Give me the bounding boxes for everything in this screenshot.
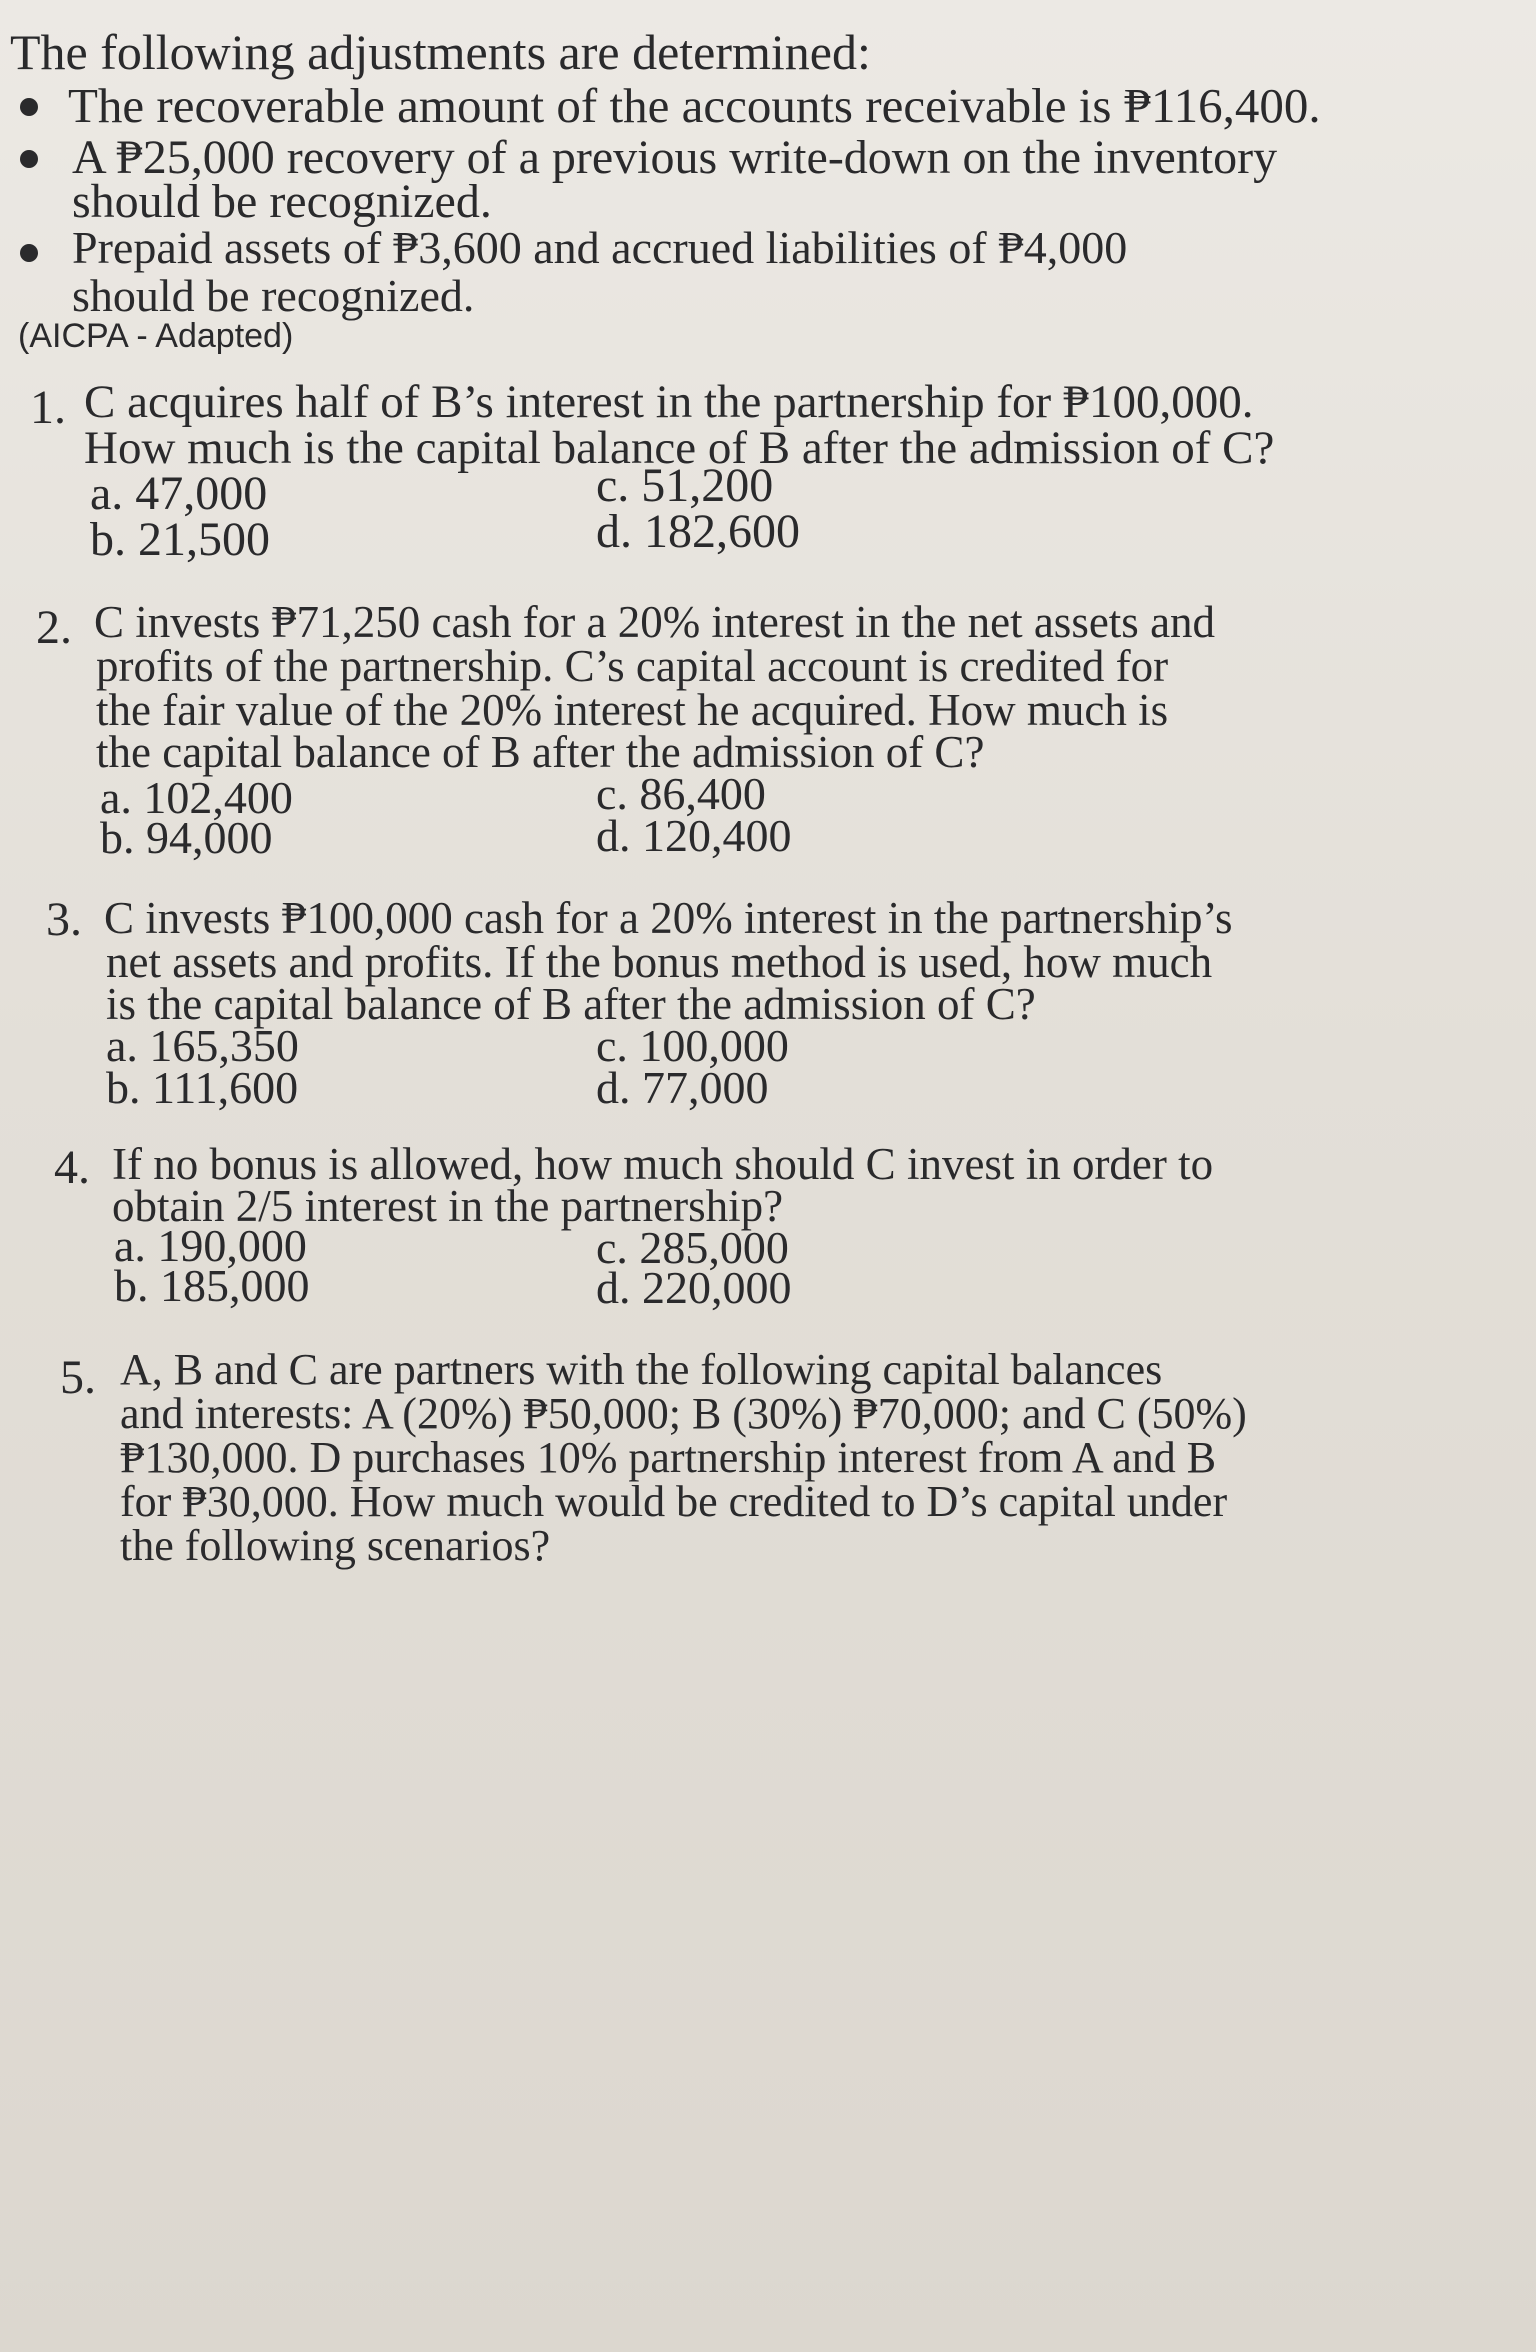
question-1-line-1: C acquires half of B’s interest in the partnership for ₱100,000.: [84, 376, 1254, 428]
question-5-line-4: for ₱30,000. How much would be credited to D’s capital under: [120, 1477, 1228, 1526]
question-3-option-d: d. 77,000: [596, 1062, 769, 1113]
question-3-option-c: c. 100,000: [596, 1020, 789, 1071]
adjustment-3-line-2: should be recognized.: [72, 270, 475, 321]
question-2-number: 2.: [36, 601, 72, 654]
question-2-option-d: d. 120,400: [596, 810, 792, 861]
question-3-number: 3.: [46, 893, 82, 946]
adjustment-3-line-1: Prepaid assets of ₱3,600 and accrued liabilities of ₱4,000: [72, 222, 1128, 273]
question-2-line-2: profits of the partnership. C’s capital account is credited for: [96, 641, 1169, 691]
question-2-line-4: the capital balance of B after the admission of C?: [96, 727, 985, 777]
question-1-option-a: a. 47,000: [90, 467, 268, 520]
question-3-option-a: a. 165,350: [106, 1020, 299, 1071]
question-4-option-d: d. 220,000: [596, 1262, 792, 1313]
question-3-line-1: C invests ₱100,000 cash for a 20% interest in the partnership’s: [104, 893, 1233, 943]
question-2-option-a: a. 102,400: [100, 772, 293, 823]
question-2-line-1: C invests ₱71,250 cash for a 20% interest in the net assets and: [94, 597, 1216, 647]
question-5-number: 5.: [60, 1351, 96, 1404]
question-5-line-2: and interests: A (20%) ₱50,000; B (30%) ₱70,000; and C (50%): [120, 1389, 1247, 1438]
bullet-icon: [20, 244, 38, 262]
question-5-line-3: ₱130,000. D purchases 10% partnership interest from A and B: [120, 1433, 1217, 1482]
adjustment-1-line-1: The recoverable amount of the accounts receivable is ₱116,400.: [68, 78, 1321, 133]
question-3-option-b: b. 111,600: [106, 1062, 299, 1113]
question-2-line-3: the fair value of the 20% interest he acquired. How much is: [96, 685, 1169, 735]
question-4-line-1: If no bonus is allowed, how much should C invest in order to: [112, 1139, 1214, 1189]
adjustments-heading: The following adjustments are determined:: [10, 24, 871, 80]
bullet-icon: [20, 150, 38, 168]
question-2-option-c: c. 86,400: [596, 768, 766, 819]
question-5-line-1: A, B and C are partners with the following capital balances: [120, 1345, 1163, 1394]
question-4-number: 4.: [54, 1141, 90, 1194]
question-1-option-b: b. 21,500: [90, 513, 270, 566]
question-4-option-a: a. 190,000: [114, 1220, 307, 1271]
question-1-number: 1.: [30, 381, 66, 434]
question-1-option-d: d. 182,600: [596, 505, 800, 558]
question-1-option-c: c. 51,200: [596, 459, 774, 512]
question-5-line-5: the following scenarios?: [120, 1521, 551, 1570]
question-4-option-c: c. 285,000: [596, 1222, 789, 1273]
adjustment-2-line-1: A ₱25,000 recovery of a previous write-down on the inventory: [72, 131, 1278, 184]
question-2-option-b: b. 94,000: [100, 812, 273, 863]
question-3-line-2: net assets and profits. If the bonus method is used, how much: [106, 937, 1213, 987]
question-1-line-2: How much is the capital balance of B after the admission of C?: [84, 422, 1275, 474]
question-3-line-3: is the capital balance of B after the admission of C?: [106, 979, 1036, 1029]
adjustment-2-line-2: should be recognized.: [72, 175, 492, 228]
question-4-option-b: b. 185,000: [114, 1260, 310, 1311]
bullet-icon: [20, 98, 38, 116]
question-4-line-2: obtain 2/5 interest in the partnership?: [112, 1181, 784, 1231]
source-note: (AICPA - Adapted): [18, 317, 294, 355]
